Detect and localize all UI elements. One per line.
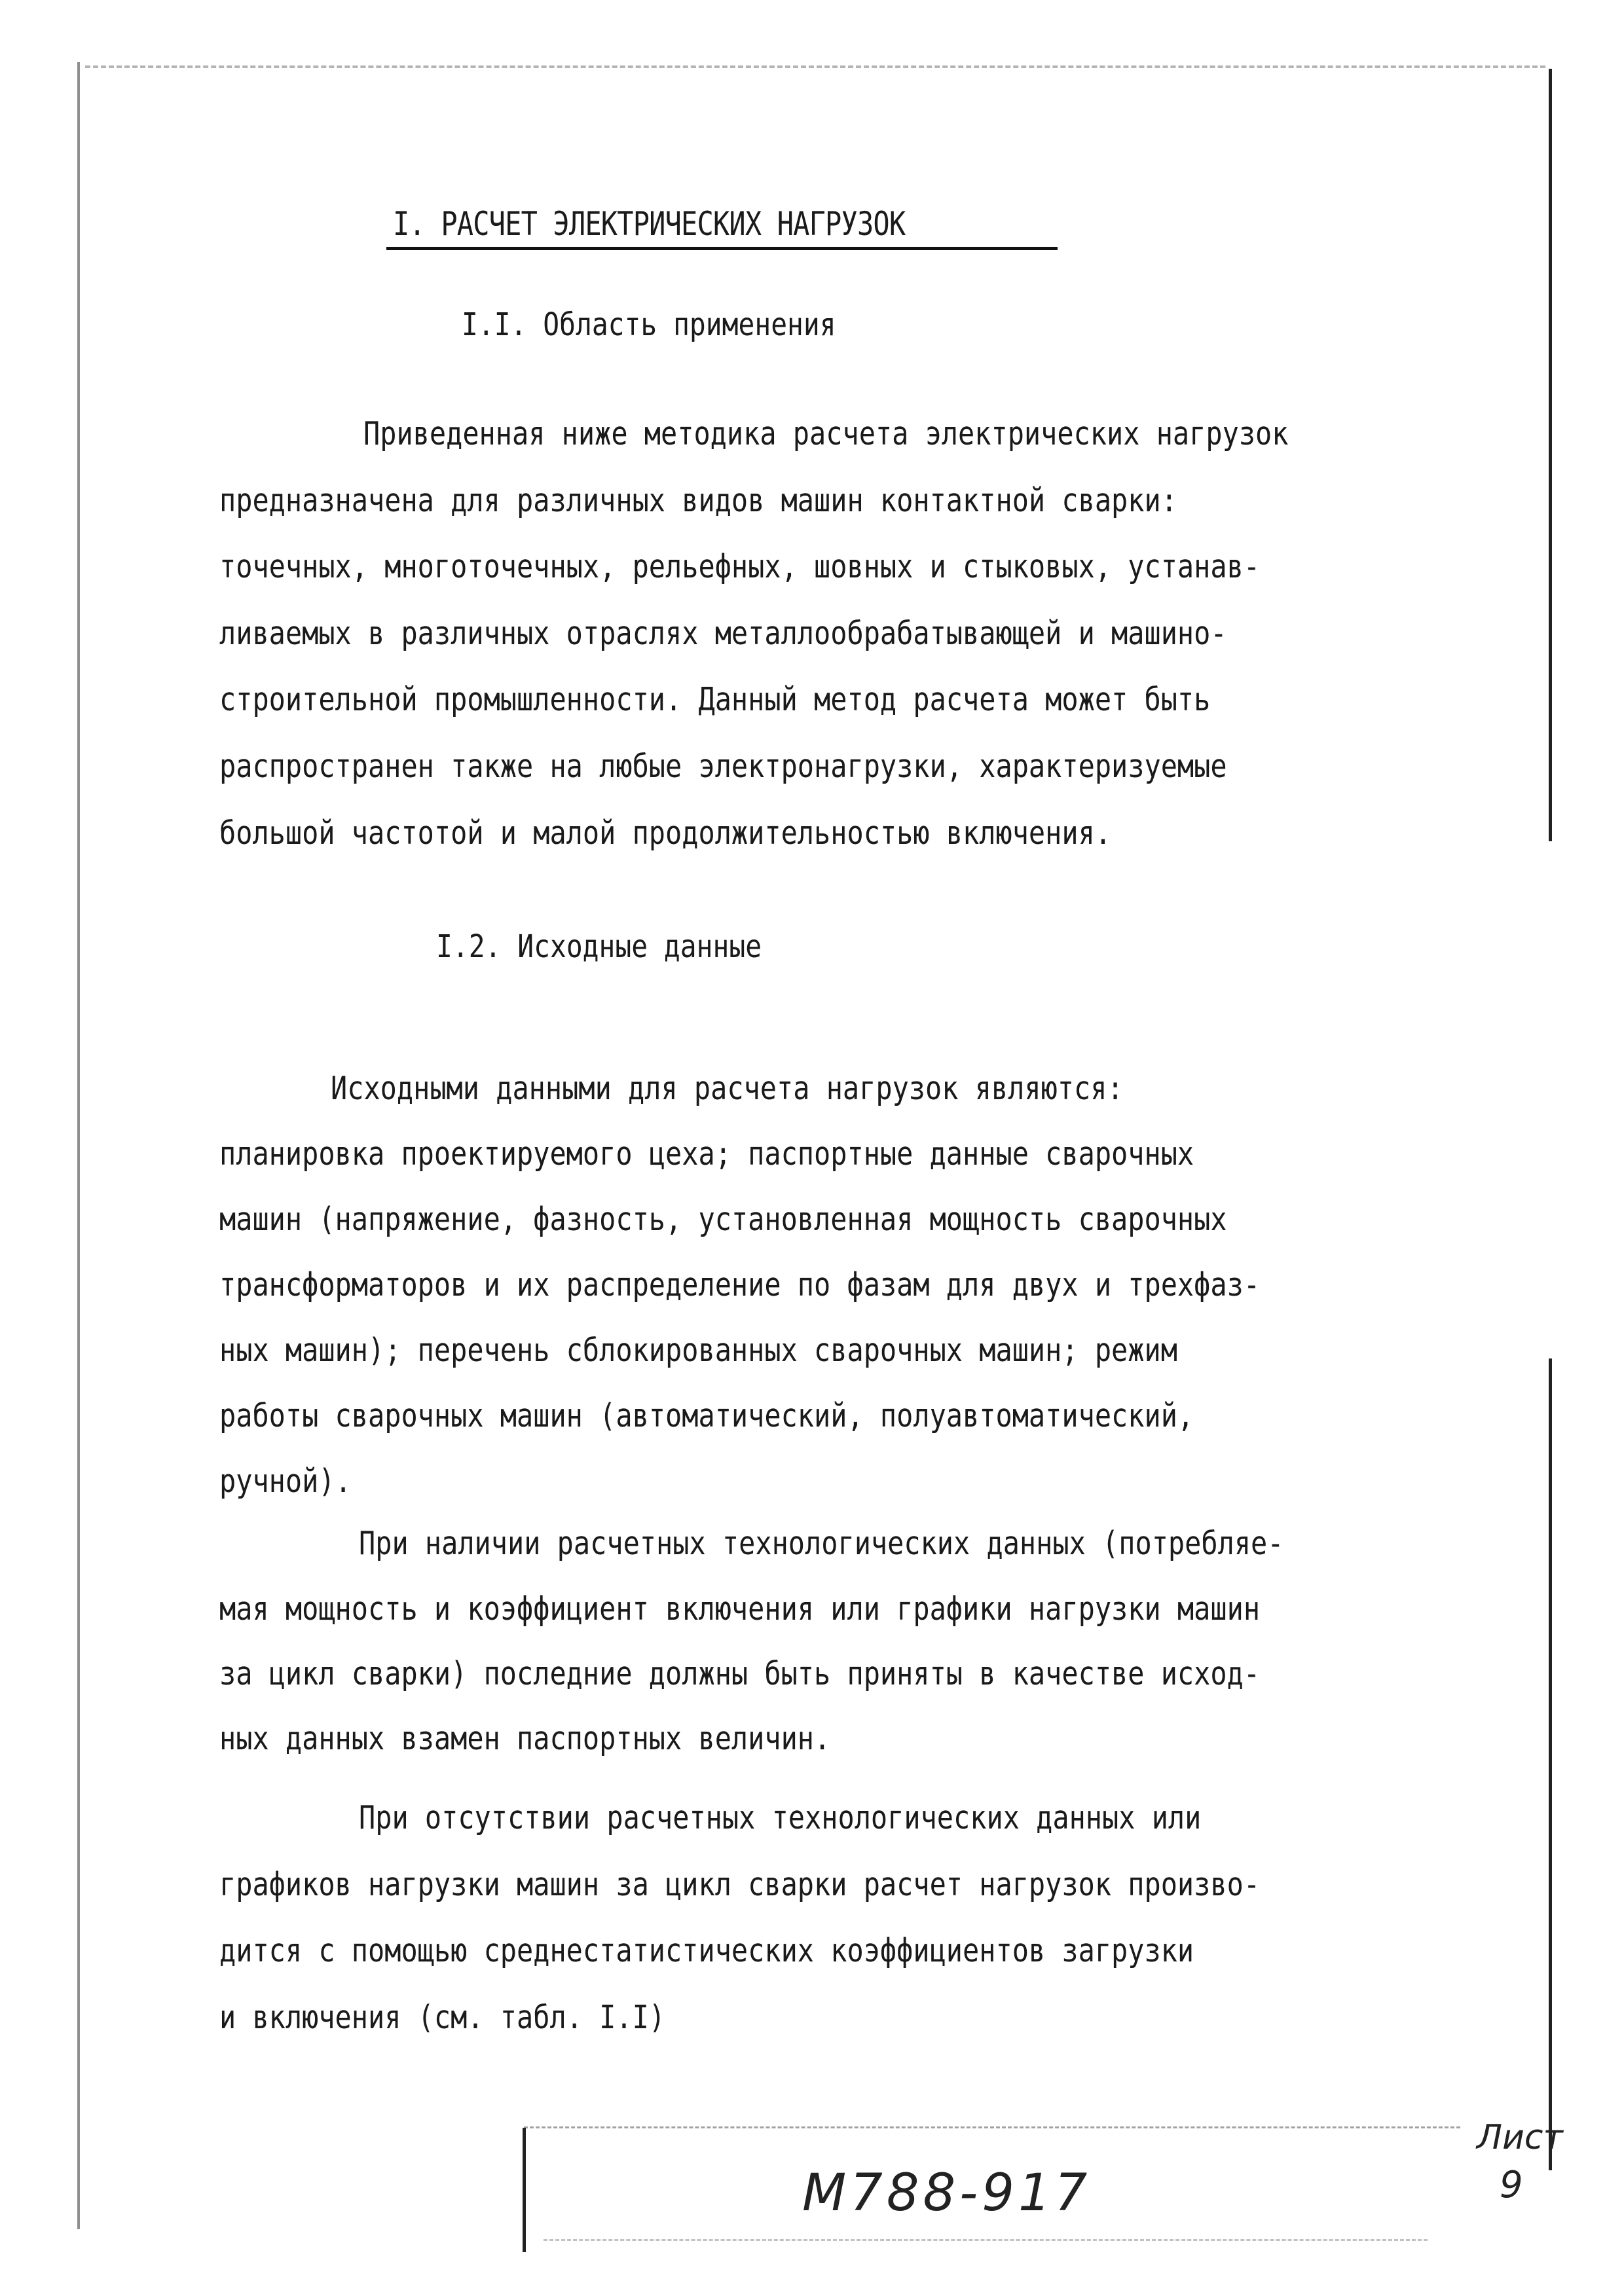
paragraph-line: машин (напряжение, фазность, установленная мощность сварочных [219, 1201, 1227, 1238]
document-code: М788-917 [802, 2164, 1092, 2223]
paragraph-line: При наличии расчетных технологических данных (потребляе- [359, 1525, 1284, 1562]
frame-top-dashes [85, 65, 1545, 68]
stamp-top-dashes [524, 2126, 1460, 2128]
paragraph-line: Приведенная ниже методика расчета электрических нагрузок [363, 415, 1289, 452]
frame-left-border [77, 62, 80, 2229]
paragraph-line: ных машин); перечень сблокированных сварочных машин; режим [219, 1332, 1177, 1369]
title-underline [386, 247, 1058, 250]
paragraph-line: мая мощность и коэффициент включения или графики нагрузки машин [219, 1590, 1261, 1628]
paragraph-line: ручной). [219, 1463, 352, 1500]
sheet-number: 9 [1500, 2164, 1523, 2206]
paragraph-line: трансформаторов и их распределение по фазам для двух и трехфаз- [219, 1266, 1261, 1303]
paragraph-line: предназначена для различных видов машин контактной сварки: [219, 482, 1177, 519]
paragraph-line: дится с помощью среднестатистических коэффициентов загрузки [219, 1932, 1194, 1969]
paragraph-line: ливаемых в различных отраслях металлообрабатывающей и машино- [219, 615, 1227, 652]
paragraph-line: за цикл сварки) последние должны быть приняты в качестве исход- [219, 1655, 1261, 1692]
paragraph-line: и включения (см. табл. I.I) [219, 1999, 666, 2036]
stamp-divider [523, 2128, 526, 2252]
paragraph-line: планировка проектируемого цеха; паспортные данные сварочных [219, 1135, 1194, 1173]
stamp-bottom-dashes [544, 2239, 1428, 2241]
paragraph-line: строительной промышленности. Данный метод расчета может быть [219, 681, 1211, 718]
section-heading-input-data: I.2. Исходные данные [436, 928, 762, 965]
paragraph-line: большой частотой и малой продолжительностью включения. [219, 814, 1112, 852]
sheet-label: Лист [1477, 2118, 1563, 2157]
paragraph-line: распространен также на любые электронагрузки, характеризуемые [219, 748, 1227, 785]
frame-right-border-lower [1549, 1358, 1552, 2170]
paragraph-line: графиков нагрузки машин за цикл сварки расчет нагрузок произво- [219, 1866, 1261, 1903]
frame-right-border-upper [1549, 69, 1552, 841]
document-title: I. РАСЧЕТ ЭЛЕКТРИЧЕСКИХ НАГРУЗОК [393, 205, 906, 243]
paragraph-line: ных данных взамен паспортных величин. [219, 1720, 831, 1757]
paragraph-line: работы сварочных машин (автоматический, полуавтоматический, [219, 1397, 1194, 1434]
section-heading-scope: I.I. Область применения [462, 306, 836, 343]
paragraph-line: точечных, многоточечных, рельефных, шовных и стыковых, устанав- [219, 548, 1261, 585]
paragraph-line: Исходными данными для расчета нагрузок являются: [331, 1070, 1124, 1107]
paragraph-line: При отсутствии расчетных технологических данных или [359, 1799, 1202, 1836]
